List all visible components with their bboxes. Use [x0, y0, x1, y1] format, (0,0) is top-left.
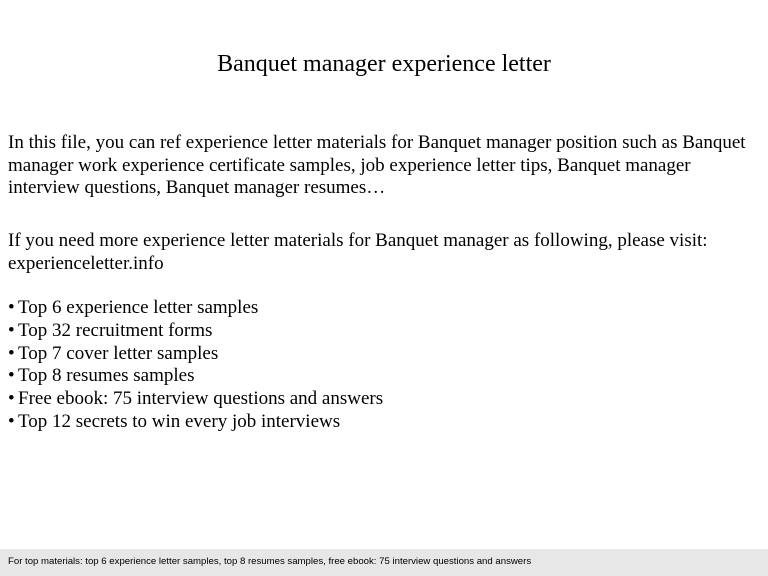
list-item — [8, 343, 760, 366]
list-item — [8, 320, 760, 343]
list-item — [8, 411, 760, 434]
list-item — [8, 297, 760, 320]
bullet-icon: • — [8, 297, 15, 318]
materials-list — [8, 297, 760, 434]
bullet-icon: • — [8, 365, 15, 387]
intro-paragraph: In this file, you can ref experience letter materials for Banquet manager position such as Banquet manager work experience certificate samples, job experience letter tips, Banquet manager interview questions, Banquet manager resumes… — [8, 132, 746, 198]
footer-bar — [0, 549, 768, 576]
list-item — [8, 388, 760, 411]
document-title: Banquet manager experience letter — [217, 51, 551, 77]
list-item-text: Top 32 recruitment forms — [18, 319, 213, 341]
bullet-icon: • — [8, 410, 15, 432]
bullet-icon: • — [8, 342, 15, 364]
list-item-text: Top 12 secrets to win every job interviews — [18, 410, 341, 432]
list-item-text: Top 6 experience letter samples — [18, 297, 259, 318]
more-materials-paragraph: If you need more experience letter materials for Banquet manager as following, please visit: experienceletter.info — [8, 230, 708, 274]
bullet-icon: • — [8, 319, 15, 341]
list-item-text: Free ebook: 75 interview questions and answers — [18, 388, 384, 410]
list-item-text: Top 8 resumes samples — [18, 365, 195, 387]
list-item — [8, 365, 760, 388]
bullet-icon: • — [8, 388, 15, 410]
footer-text: For top materials: top 6 experience letter samples, top 8 resumes samples, free ebook: 75 interview questions and answers — [8, 556, 532, 567]
list-item-text: Top 7 cover letter samples — [18, 342, 219, 364]
